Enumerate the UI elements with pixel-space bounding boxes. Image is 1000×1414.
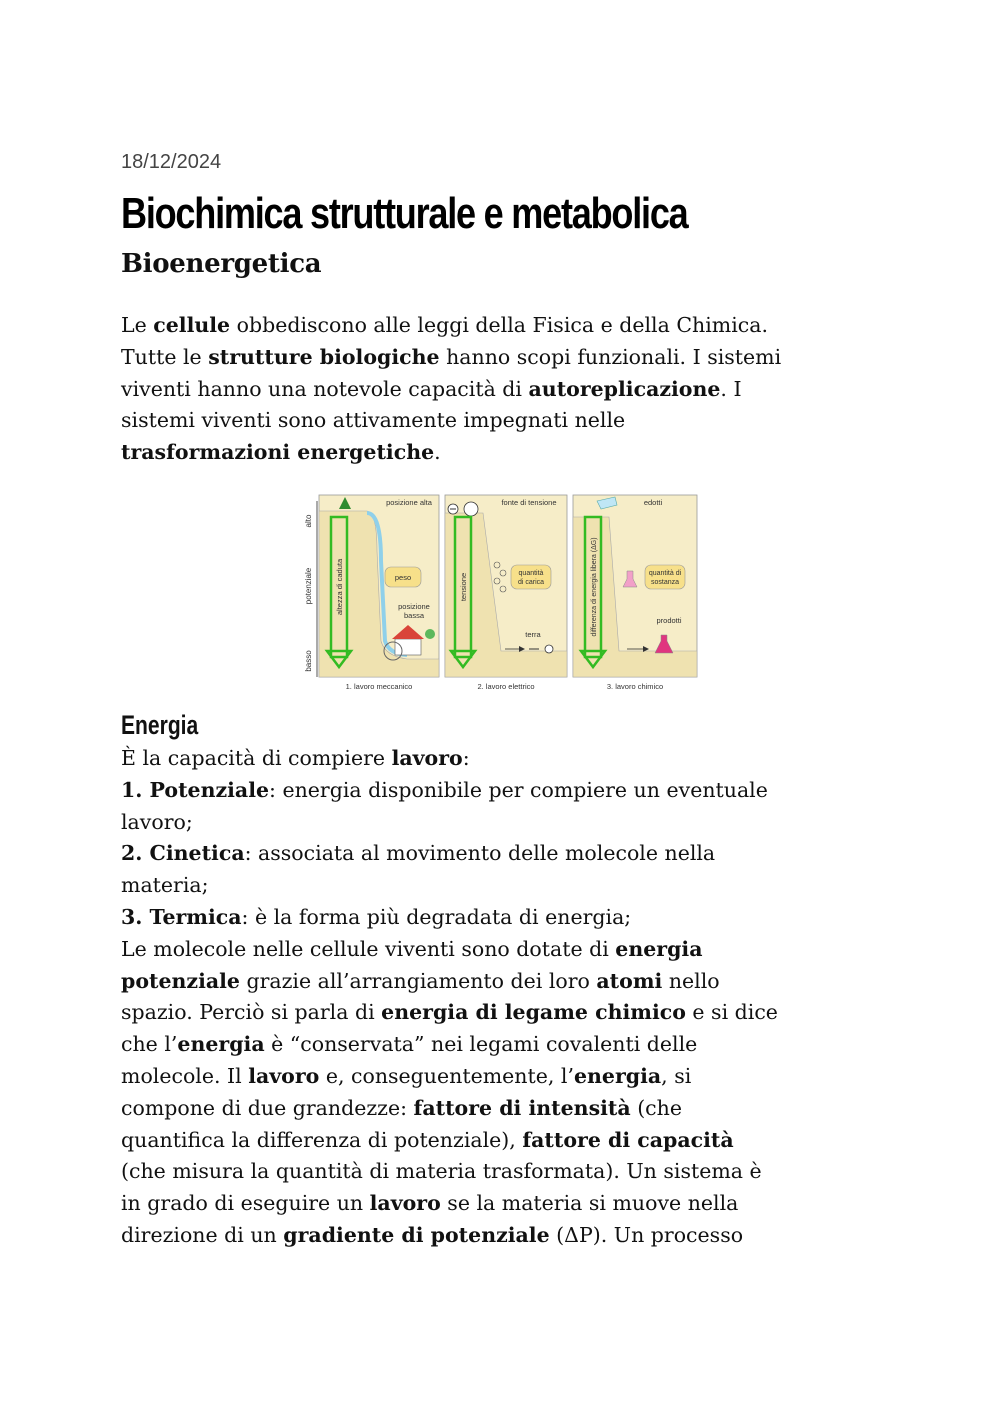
reactants-label: edotti [643,497,663,507]
energia-line: spazio. Perciò si parla di energia di legame chimico e si dice [121,1000,778,1025]
energia-line: Le molecole nelle cellule viventi sono dotate di energia [121,936,703,961]
intro-line: sistemi viventi sono attivamente impegnati nelle [121,408,626,433]
energia-line: È la capacità di compiere lavoro: [121,745,470,770]
energia-line: potenziale grazie all’arrangiamento dei loro atomi nello [121,968,720,993]
fall-height-label: altezza di caduta [335,558,344,616]
intro-line: viventi hanno una notevole capacità di autoreplicazione. I [121,376,742,401]
substance-quantity-label: quantità di [648,569,682,577]
panel-2-caption: 2. lavoro elettrico [477,681,535,691]
intro-line: Tutte le strutture biologiche hanno scopi funzionali. I sistemi [121,344,782,369]
panel-3-caption: 3. lavoro chimico [606,681,664,691]
mill-house [395,639,421,655]
energia-line: (che misura la quantità di materia trasformata). Un sistema è [121,1159,762,1184]
plus-icon [545,645,553,653]
energia-line: compone di due grandezze: fattore di intensità (che [121,1095,683,1120]
intro-line: Le cellule obbediscono alle leggi della Fisica e della Chimica. [121,313,769,337]
charge-quantity-label: quantità [518,569,544,577]
weight-label: peso [394,572,412,582]
voltage-label: tensione [459,572,468,602]
axis-bottom-label: basso [304,650,313,672]
section-title: Bioenergetica [121,249,322,279]
charge-quantity-label-2: di carica [517,578,545,586]
low-position-label-2: bassa [403,610,425,620]
axis-mid-label: potenziale [304,567,313,605]
low-position-label: posizione [398,601,430,611]
energia-heading: Energia [121,709,199,740]
substance-quantity-label-2: sostanza [650,578,680,586]
panel-mechanical-work [319,495,439,691]
panel-1-caption: 1. lavoro meccanico [345,681,413,691]
energia-line: quantifica la differenza di potenziale), fattore di capacità [121,1127,734,1152]
energia-line: che l’energia è “conservata” nei legami covalenti delle [121,1032,698,1057]
high-position-label: posizione alta [386,497,432,507]
energia-line: molecole. Il lavoro e, conseguentemente, l’energia, si [121,1063,692,1088]
energia-paragraph [121,743,891,1252]
panel-chemical-work [573,495,697,691]
document-title: Biochimica strutturale e metabolica [121,189,688,238]
energia-line: direzione di un gradiente di potenziale (ΔP). Un processo [121,1222,744,1247]
bush-icon [425,629,435,639]
energia-line: materia; [121,873,209,898]
energy-work-diagram [297,491,705,697]
energia-line: 2. Cinetica: associata al movimento delle molecole nella [121,841,716,866]
intro-line: trasformazioni energetiche. [121,440,441,465]
energia-line: lavoro; [121,809,193,834]
document-page [121,148,891,1252]
energy-work-figure [297,491,705,697]
energia-line: 3. Termica: è la forma più degradata di energia; [121,904,632,929]
axis-top-label: alto [304,514,313,528]
document-date: 18/12/2024 [121,151,222,173]
energia-line: in grado di eseguire un lavoro se la materia si muove nella [121,1191,739,1216]
intro-paragraph [121,310,891,469]
voltage-source-label: fonte di tensione [501,497,557,507]
panel-electrical-work [445,495,567,691]
ground-label: terra [525,629,541,639]
energia-line: 1. Potenziale: energia disponibile per compiere un eventuale [121,777,768,802]
products-label: prodotti [656,615,682,625]
free-energy-label: differenza di energia libera (ΔG) [591,537,598,637]
voltage-source-icon [464,502,478,516]
